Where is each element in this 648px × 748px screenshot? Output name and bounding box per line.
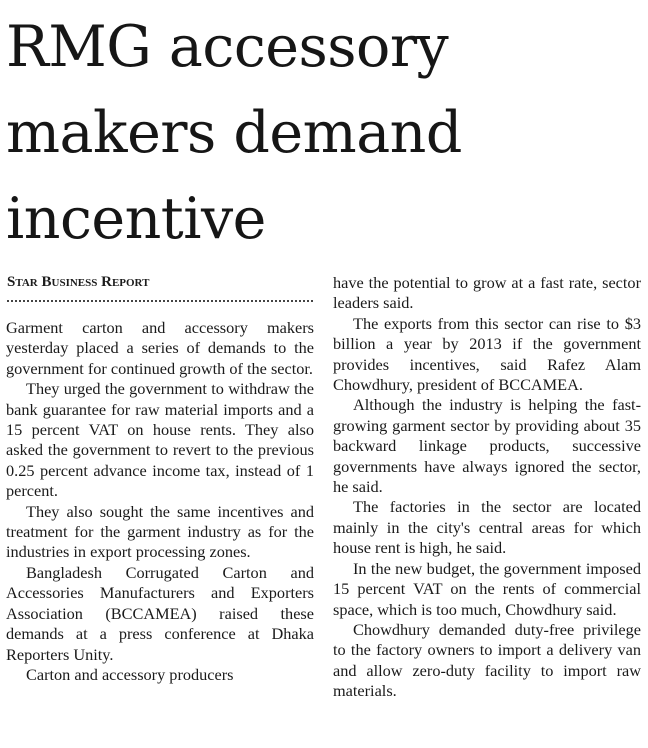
- headline: RMG accessory makers demand incentive: [6, 14, 462, 252]
- byline: Star Business Report: [7, 274, 150, 290]
- paragraph: have the potential to grow at a fast rate, sector leaders said.: [333, 273, 641, 313]
- article-column-right: [333, 273, 641, 702]
- paragraph: Chowdhury demanded duty-free privilege to the factory owners to import a delivery van and allow zero-duty facility to import raw materials.: [333, 619, 641, 701]
- article-column-left: [6, 318, 314, 685]
- paragraph: Garment carton and accessory makers yesterday placed a series of demands to the government for continued growth of the sector.: [6, 318, 314, 378]
- paragraph: In the new budget, the government imposed 15 percent VAT on the rents of commercial space, which is too much, Chowdhury said.: [333, 558, 641, 619]
- paragraph: The factories in the sector are located mainly in the city's central areas for which house rent is high, he said.: [333, 497, 641, 558]
- paragraph: Although the industry is helping the fast-growing garment sector by providing about 35 backward linkage products, successive governments have always ignored the sector, he said.: [333, 395, 641, 497]
- paragraph: Carton and accessory producers: [26, 664, 234, 684]
- paragraph: The exports from this sector can rise to $3 billion a year by 2013 if the government provides incentives, said Rafez Alam Chowdhury, president of BCCAMEA.: [333, 313, 641, 395]
- paragraph: They urged the government to withdraw the bank guarantee for raw material imports and a 15 percent VAT on house rents. They also asked the government to revert to the previous 0.25 percent advance income tax, instead of 1 percent.: [6, 379, 314, 501]
- paragraph: They also sought the same incentives and treatment for the garment industry as for the industries in export processing zones.: [6, 501, 314, 562]
- dotted-divider: [7, 300, 313, 302]
- paragraph: Bangladesh Corrugated Carton and Accessories Manufacturers and Exporters Association (BCCAMEA) raised these demands at a press conference at Dhaka Reporters Unity.: [6, 562, 314, 664]
